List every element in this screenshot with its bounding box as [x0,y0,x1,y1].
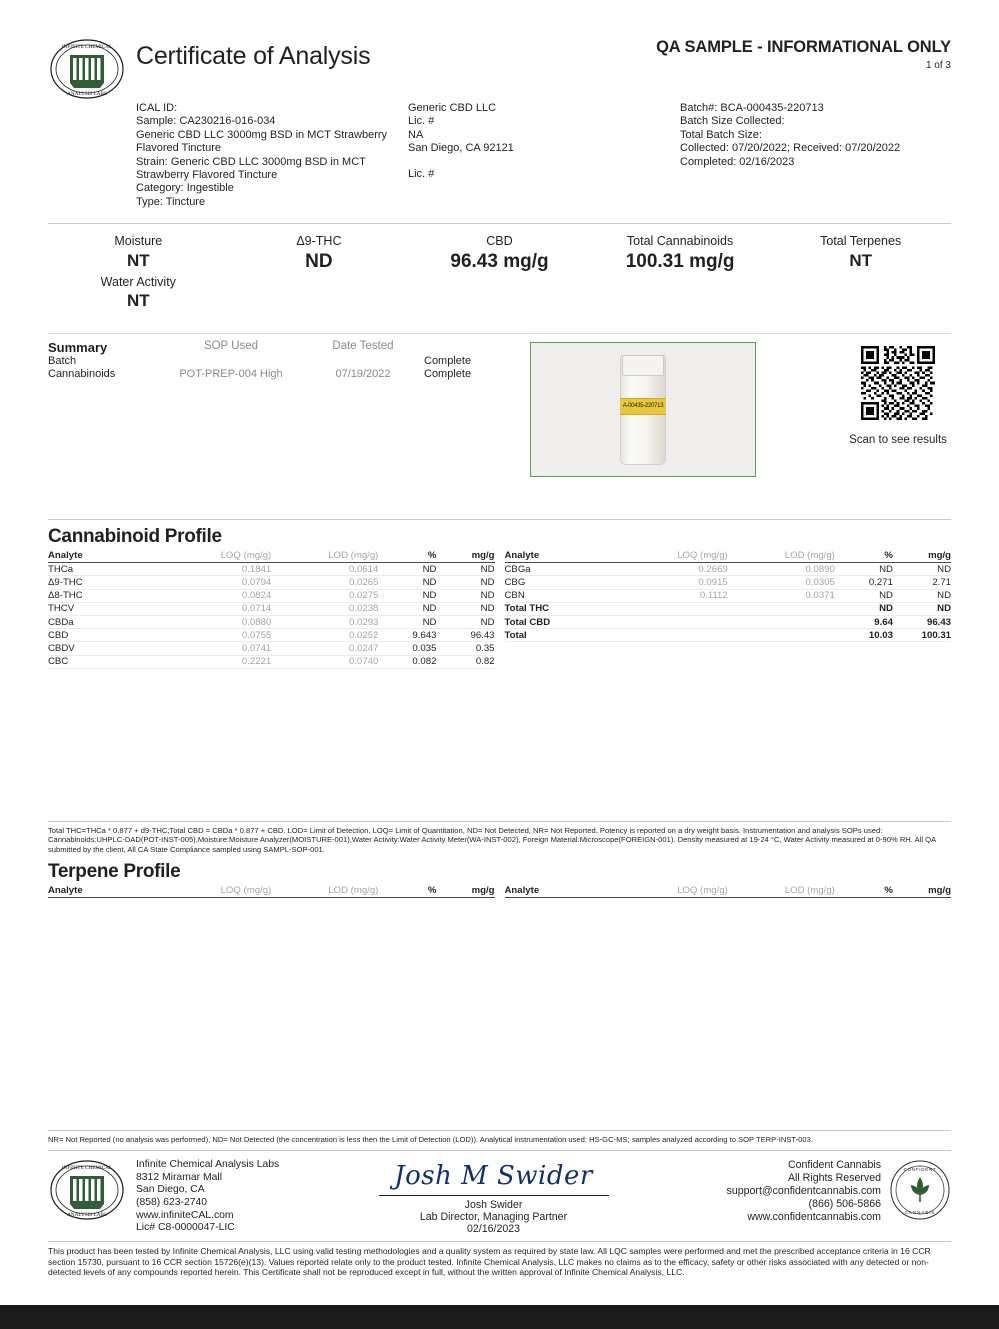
summary-stats [48,224,951,319]
col-mgg: mg/g [436,885,494,898]
footer-lab-logo-icon [48,1159,126,1226]
viewer-bottom-bar [0,1305,999,1329]
footer-license: Lic# C8-0000047-LIC [136,1222,235,1234]
collected-received: Collected: 07/20/2022; Received: 07/20/2022 [680,142,901,155]
cell-pct: ND [378,563,436,576]
cell-lod: 0.0265 [271,576,378,589]
summary-row-sop [160,355,302,368]
col-loq: LOQ (mg/g) [621,550,728,563]
document-footer [48,1150,951,1235]
cell-loq: 0.0714 [164,602,271,615]
summary-col-sop: SOP Used [203,340,259,353]
cell-mgg: 96.43 [893,616,951,629]
cell-analyte: CBN [505,589,621,602]
cell-loq: 0.2669 [621,563,728,576]
cell-pct: 9.64 [835,616,893,629]
table-header-row [48,885,495,898]
cell-lod: 0.0293 [271,616,378,629]
col-lod: LOD (mg/g) [728,550,835,563]
terpene-empty-space [48,898,951,1130]
cell-loq: 0.0824 [164,589,271,602]
svg-text:INFINITE CHEMICAL: INFINITE CHEMICAL [61,1165,113,1172]
cc-email[interactable]: support@confidentcannabis.com [726,1185,881,1198]
table-row [48,616,495,629]
stat-label: Total Cannabinoids [626,234,734,249]
footer-lab-address [136,1159,356,1235]
cell-analyte: CBD [48,629,164,642]
cannabinoid-profile-title: Cannabinoid Profile [48,526,222,548]
summary-col-date: Date Tested [332,340,394,353]
confident-cannabis-seal-icon [889,1159,951,1221]
table-row [48,602,495,615]
batch-number: Batch#: BCA-000435-220713 [680,102,824,114]
stat-d9-thc [229,234,410,311]
signer-title: Lab Director, Managing Partner [419,1211,568,1224]
col-pct: % [378,885,436,898]
table-row-total-thc [505,602,952,615]
cell-lod [728,602,835,615]
cell-lod: 0.0247 [271,642,378,655]
cell-lod: 0.0890 [728,563,835,576]
sample-id: Sample: CA230216-016-034 [136,115,276,128]
cannabinoid-footnote: Total THC=THCa * 0.877 + d9-THC;Total CBD = CBDa * 0.877 + CBD. LOD= Limit of Detection, LOQ= Limit of Quantitation, ND= Not Detected, NR= Not Reported. Potency is reported on a dry weight basis. Instrumentation and analysis SOPs used: Cannabinoids:UHPLC-DAD(POT-INST-005),Moisture:Moisture Analyzer(MOISTURE-001),Water Activity:Water Activity Meter(WA-INST-002), Foreign Material:Microscope(FOREIGN-001). Density measured at 19-24 °C, Water Activity measured at 0-90% RH. All QA submitted by the client, All CA State Compliance sampled using SAMPL-SOP-001. [48,821,951,855]
cell-analyte: Δ8-THC [48,589,164,602]
cell-analyte: CBC [48,655,164,668]
stat-value: NT [126,251,150,271]
cell-analyte: Total CBD [505,616,621,629]
svg-text:INFINITE CHEMICAL: INFINITE CHEMICAL [61,44,113,50]
cc-phone: (866) 506-5866 [808,1198,881,1211]
total-batch-size: Total Batch Size: [680,128,762,141]
client-license-value: NA [408,128,424,141]
table-row [48,642,495,655]
ical-id-label: ICAL ID: [136,102,178,114]
cell-loq: 0.1112 [621,589,728,602]
legal-disclaimer: This product has been tested by Infinite Chemical Analysis, LLC using valid testing methodologies and a quality system as required by state law. All LQC samples were performed and met the prescribed acceptance criteria in 16 CCR section 15730, pursuant to 16 CCR section 15726(e)(13). Values reported relate only to the product tested. Infinite Chemical Analysis, LLC makes no claims as to the efficacy, safety or other risks associated with any detected or non-detected levels of any compounds reported herein. This Certificate shall not be reproduced except in full, without the written approval of Infinite Chemical Analysis, LLC. [48,1241,951,1278]
cell-loq [621,616,728,629]
cell-lod: 0.0614 [271,563,378,576]
table-row [48,655,495,668]
stat-total-terpenes [770,234,951,311]
client-info-column [408,102,680,209]
cell-lod: 0.0238 [271,602,378,615]
cannabinoid-table-left [48,550,495,669]
summary-row-sop: POT-PREP-004 High [179,368,283,381]
client-name: Generic CBD LLC [408,102,497,114]
sample-info-columns [48,102,951,209]
stat-value: NT [849,251,872,271]
client-license-label: Lic. # [408,115,435,128]
stat-label-water-activity: Water Activity [100,275,176,290]
footer-website[interactable]: www.infiniteCAL.com [136,1209,234,1221]
cell-lod [728,629,835,642]
signature-block [356,1159,631,1235]
qr-caption: Scan to see results [849,434,947,447]
stat-label: Moisture [114,234,163,249]
table-row [48,576,495,589]
cell-pct: ND [378,589,436,602]
cell-mgg: ND [436,589,494,602]
signature-line [379,1195,609,1196]
col-analyte: Analyte [48,550,164,563]
col-mgg: mg/g [436,550,494,563]
cell-pct: 9.643 [378,629,436,642]
sample-photo [530,342,756,477]
summary-row-label: Cannabinoids [48,368,116,381]
page-title: Certificate of Analysis [136,42,371,70]
cell-analyte: CBDV [48,642,164,655]
col-mgg: mg/g [893,550,951,563]
terpene-footnote: NR= Not Reported (no analysis was performed), ND= Not Detected (the concentration is less then the Limit of Detection (LOD)). Analytical instrumentation used: HS-GC-MS; samples analyzed according to SOP TERP-INST-003. [48,1130,951,1145]
terpene-tables [48,885,951,898]
cell-mgg: ND [436,616,494,629]
stat-value: 96.43 mg/g [450,251,549,273]
cell-pct: 0.035 [378,642,436,655]
cell-analyte: Total THC [505,602,621,615]
cell-lod: 0.0275 [271,589,378,602]
col-lod: LOD (mg/g) [271,885,378,898]
cell-analyte: CBGa [505,563,621,576]
cell-mgg: ND [436,602,494,615]
table-row [48,563,495,576]
divider [48,519,951,520]
svg-text:CONFIDENT: CONFIDENT [903,1167,937,1173]
summary-row-date [302,355,424,368]
vial-label: A-00435-220713 [620,398,666,415]
cell-analyte: CBDa [48,616,164,629]
cell-lod: 0.0371 [728,589,835,602]
summary-row-label: Batch [48,355,77,368]
summary-row-status: Complete [424,368,472,381]
stat-total-cannabinoids [590,234,771,311]
table-row [48,589,495,602]
cell-analyte: CBG [505,576,621,589]
col-analyte: Analyte [505,885,621,898]
stat-moisture [48,234,229,311]
cell-loq: 0.2221 [164,655,271,668]
cc-name: Confident Cannabis [787,1159,881,1172]
batch-info-column [680,102,951,209]
table-header-row [505,885,952,898]
cc-website[interactable]: www.confidentcannabis.com [747,1211,881,1224]
stat-cbd [409,234,590,311]
cell-analyte: THCV [48,602,164,615]
stat-label: CBD [486,234,513,249]
col-loq: LOQ (mg/g) [621,885,728,898]
stat-label: Total Terpenes [820,234,902,249]
qr-block [808,346,988,446]
cell-lod [728,616,835,629]
cell-pct: ND [378,602,436,615]
category: Category: Ingestible [136,182,234,195]
cell-loq: 0.0915 [621,576,728,589]
product-name: Generic CBD LLC 3000mg BSD in MCT Strawberry Flavored Tincture [136,128,388,155]
cannabinoid-tables [48,550,951,669]
cell-loq [621,602,728,615]
document-header [48,0,951,100]
cell-mgg: ND [893,589,951,602]
cc-rights: All Rights Reserved [787,1172,881,1185]
cell-pct: ND [835,589,893,602]
vial-cap-graphic [622,355,664,376]
cell-loq: 0.0755 [164,629,271,642]
table-row-total [505,629,952,642]
cell-lod: 0.0252 [271,629,378,642]
strain-name: Strain: Generic CBD LLC 3000mg BSD in MCT Strawberry Flavored Tincture [136,155,366,182]
signer-name: Josh Swider [464,1199,523,1212]
cell-lod: 0.0305 [728,576,835,589]
type: Type: Tincture [136,195,206,208]
col-pct: % [378,550,436,563]
footer-address-1: 8312 Miramar Mall [136,1171,223,1183]
cell-mgg: 96.43 [436,629,494,642]
svg-text:CANNABIS: CANNABIS [904,1210,936,1216]
col-pct: % [835,550,893,563]
col-mgg: mg/g [893,885,951,898]
summary-row-date: 07/19/2022 [335,368,391,381]
footer-lab-name: Infinite Chemical Analysis Labs [136,1159,280,1171]
cell-loq: 0.0794 [164,576,271,589]
terpene-table-right [505,885,952,898]
batch-size-collected: Batch Size Collected: [680,115,785,128]
cannabinoid-table-right [505,550,952,669]
col-analyte: Analyte [48,885,164,898]
table-row [505,563,952,576]
cell-mgg: 0.35 [436,642,494,655]
cell-mgg: 0.82 [436,655,494,668]
cell-mgg: ND [893,602,951,615]
col-loq: LOQ (mg/g) [164,550,271,563]
cell-mgg: ND [893,563,951,576]
cell-analyte: THCa [48,563,164,576]
signed-date: 02/16/2023 [466,1223,521,1236]
stat-value: 100.31 mg/g [625,251,735,273]
cell-mgg: ND [436,563,494,576]
client-license-2-label: Lic. # [408,167,435,180]
col-pct: % [835,885,893,898]
cell-mgg: ND [436,576,494,589]
table-header-row [48,550,495,563]
cell-loq: 0.0741 [164,642,271,655]
stat-value: ND [305,251,333,273]
cell-pct: 10.03 [835,629,893,642]
footer-address-2: San Diego, CA [136,1184,205,1196]
cell-analyte: Total [505,629,621,642]
summary-title: Summary [48,340,108,356]
terpene-profile-title: Terpene Profile [48,860,181,882]
stat-label: Δ9-THC [296,234,342,249]
qa-banner [656,38,951,71]
cell-pct: 0.082 [378,655,436,668]
divider [48,333,951,334]
svg-text:ANALYSIS LABS: ANALYSIS LABS [67,91,107,97]
signature-image: Josh M Swider [394,1161,593,1192]
table-row [505,576,952,589]
completed-date: Completed: 02/16/2023 [680,155,795,168]
cell-mgg: 2.71 [893,576,951,589]
col-analyte: Analyte [505,550,621,563]
terpene-table-left [48,885,495,898]
cell-mgg: 100.31 [893,629,951,642]
table-row [48,629,495,642]
svg-text:ANALYSIS LABS: ANALYSIS LABS [67,1212,107,1219]
cell-pct: ND [835,602,893,615]
qr-code[interactable] [861,346,935,420]
confident-cannabis-info [631,1159,889,1224]
summary-area [48,340,951,505]
col-lod: LOD (mg/g) [728,885,835,898]
summary-row-status: Complete [424,355,472,368]
client-address: San Diego, CA 92121 [408,142,514,155]
cell-pct: ND [378,616,436,629]
cell-loq: 0.0880 [164,616,271,629]
col-lod: LOD (mg/g) [271,550,378,563]
table-row [505,589,952,602]
cell-pct: 0.271 [835,576,893,589]
stat-value-water-activity: NT [126,291,150,311]
cell-loq: 0.1841 [164,563,271,576]
qa-banner-text: QA SAMPLE - INFORMATIONAL ONLY [656,38,951,56]
cell-pct: ND [835,563,893,576]
infinite-chemical-logo-icon [48,38,126,100]
col-loq: LOQ (mg/g) [164,885,271,898]
cell-lod: 0.0740 [271,655,378,668]
table-row-total-cbd [505,616,952,629]
sample-info-column [136,102,408,209]
cell-loq [621,629,728,642]
footer-phone: (858) 623-2740 [136,1196,208,1208]
cell-analyte: Δ9-THC [48,576,164,589]
table-header-row [505,550,952,563]
page-number: 1 of 3 [925,60,951,71]
cell-pct: ND [378,576,436,589]
